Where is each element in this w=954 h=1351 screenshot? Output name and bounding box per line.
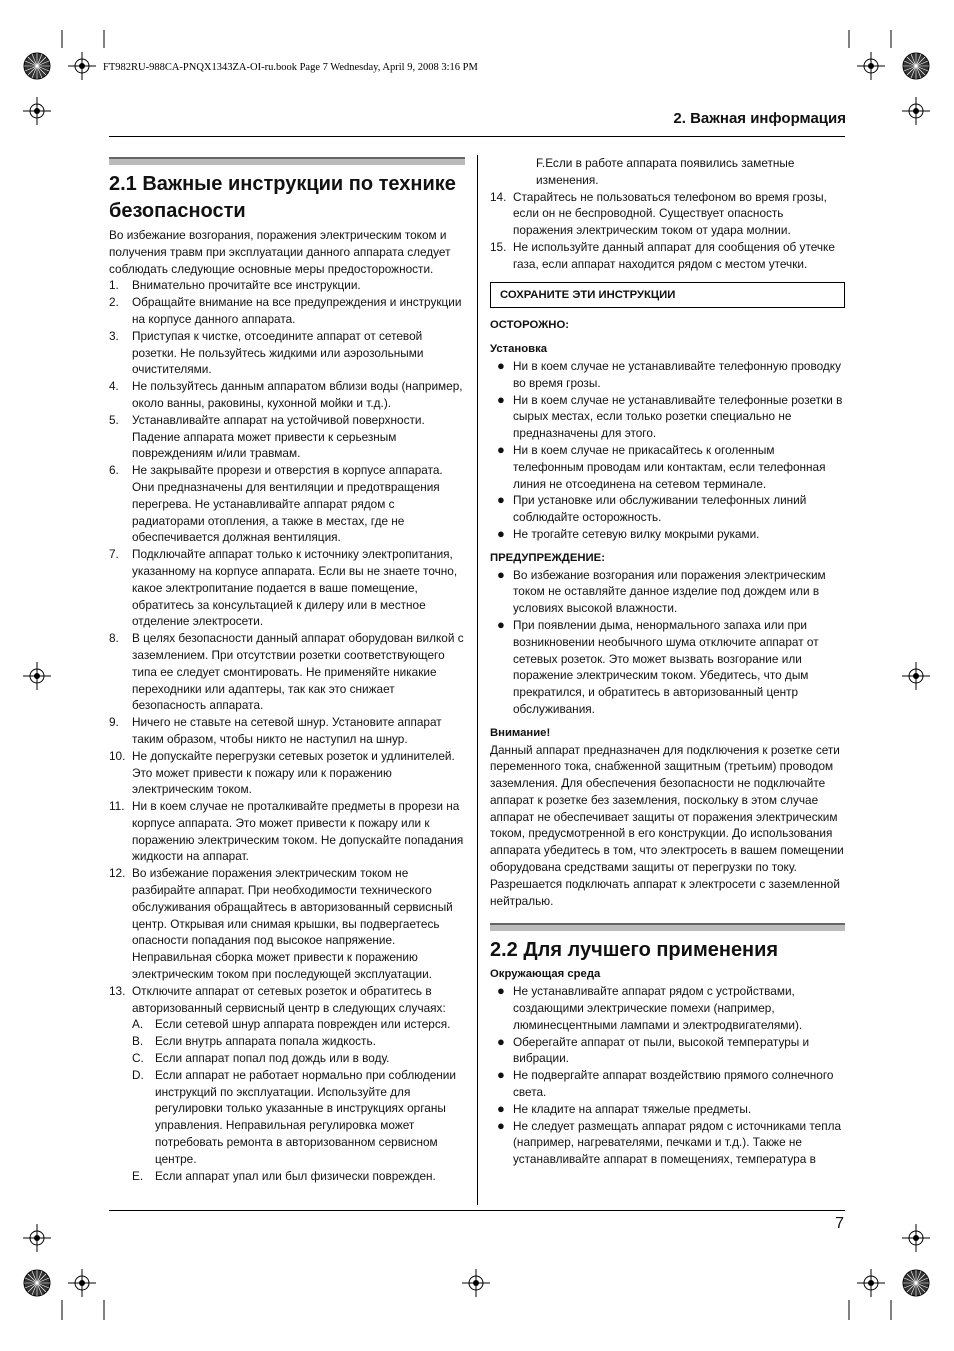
list-item: 10. Не допускайте перегрузки сетевых розеток и удлинителей. Это может привести к пожару или к поражению электрическим током.	[109, 748, 455, 797]
list-item: 14. Старайтесь не пользоваться телефоном во время грозы, если он не беспроводной. Существует опасность поражения электрическим током от удара молнии.	[490, 189, 827, 238]
list-item: 6. Не закрывайте прорези и отверстия в корпусе аппарата. Они предназначены для вентиляции и предотвращения перегрева. Не устанавливайте аппарат рядом с радиаторами отопления, а также в местах, где не обеспечивается должная вентиляция.	[109, 463, 443, 545]
environment-label: Окружающая среда	[490, 968, 601, 981]
list-item: 11. Ни в коем случае не проталкивайте предметы в прорези на корпусе аппарата. Это может привести к пожару или к поражению электрическим током. Не допускайте попадания жидкости на аппарат.	[109, 799, 464, 864]
warning-bullets	[490, 567, 845, 718]
heading-safety: 2.1 Важные инструкции по технике безопасности	[109, 173, 456, 222]
header-rule	[109, 136, 845, 137]
list-item: 12. Во избежание поражения электрическим током не разбирайте аппарат. При необходимости технического обслуживания обращайтесь в авторизованный сервисный центр. Открывая или снимая крышки, вы подвергаетесь опасности попадания под высокое напряжение. Неправильная сборка может привести к поражению электрическим током при последующей эксплуатации.	[109, 866, 453, 982]
sub-item: D. Если аппарат не работает нормально при соблюдении инструкций по эксплуатации. Используйте для регулировки только указанные в инструкциях органы управления. Неправильная регулировка может потребовать ремонта в авторизованном сервисном центре.	[132, 1067, 456, 1166]
list-item: 4. Не пользуйтесь данным аппаратом вблизи воды (например, около ванны, раковины, кухонной мойки и т.д.).	[109, 379, 463, 410]
heading-rule	[109, 157, 465, 165]
list-item: ● При появлении дыма, ненормального запаха или при возникновении необычного шума отключите аппарат от сетевых розеток. Это может вызвать возгорание или поражение электрическим током. Убедитесь, что дым прекратился, и обратитесь в авторизованный центр обслуживания.	[497, 616, 819, 716]
list-item: ● Не подвергайте аппарат воздействию прямого солнечного света.	[497, 1067, 834, 1100]
list-item: 5. Устанавливайте аппарат на устойчивой поверхности. Падение аппарата может привести к серьезным повреждениям и/или травмам.	[109, 412, 425, 461]
list-item: ● Ни в коем случае не прикасайтесь к оголенным телефонным проводам или контактам, если телефонная линия не отсоединена на сетевом терминале.	[497, 441, 826, 491]
list-item: 7. Подключайте аппарат только к источнику электропитания, указанному на корпусе аппарата. Если вы не знаете точно, какое электропитание подается в ваше помещение, обратитесь за консультацией к дилеру или в местное отделение электросети.	[109, 547, 458, 629]
environment-bullets	[490, 983, 845, 1168]
right-column	[490, 155, 845, 1168]
list-item: 2. Обращайте внимание на все предупреждения и инструкции на корпусе данного аппарата.	[109, 295, 462, 326]
section-title: 2. Важная информация	[673, 110, 846, 127]
list-item: ● Не следует размещать аппарат рядом с источниками тепла (например, нагревателями, печками и т.д.). Также не устанавливайте аппарат в помещениях, температура в	[497, 1117, 842, 1167]
list-item: 1. Внимательно прочитайте все инструкции.	[109, 278, 361, 293]
sub-list	[132, 1016, 465, 1184]
attention-text: Данный аппарат предназначен для подключения к розетке сети переменного тока, снабженной защитным (третьим) проводом заземления. Для обеспечения безопасности не подключайте аппарат к розетке без заземления, поскольку в этом случае аппарат не обеспечивает защиты от поражения электрическим током, предусмотренной в его конструкции. До использования аппарата убедитесь в том, что электросеть в вашем помещении оборудована средствами защиты от перегрузки по току.	[490, 742, 844, 875]
attention-label: Внимание!	[490, 726, 551, 739]
sub-item: B. Если внутрь аппарата попала жидкость.	[132, 1034, 376, 1049]
list-item: 8. В целях безопасности данный аппарат оборудован вилкой с заземлением. При отсутствии розетки соответствующего типа ее следует смонтировать. Не применяйте никакие переходники или адаптеры, так как это снижает безопасность аппарата.	[109, 631, 464, 713]
column-divider	[477, 155, 478, 1205]
warning-label: ПРЕДУПРЕЖДЕНИЕ:	[490, 551, 605, 564]
sub-item: A. Если сетевой шнур аппарата поврежден или истерся.	[132, 1017, 451, 1032]
caution-bullets	[490, 358, 845, 543]
heading-rule	[490, 923, 845, 931]
list-item: 15. Не используйте данный аппарат для сообщения об утечке газа, если аппарат находится рядом с местом утечки.	[490, 239, 835, 271]
list-item: ● Ни в коем случае не устанавливайте телефонные розетки в сырых местах, если только розетки специально не предназначены для этого.	[497, 391, 843, 441]
list-item: ● Ни в коем случае не устанавливайте телефонную проводку во время грозы.	[497, 357, 841, 390]
footer-rule	[109, 1210, 845, 1211]
intro-text: Во избежание возгорания, поражения электрическим током и получения травм при эксплуатации данного аппарата следует соблюдать следующие основные меры предосторожности.	[109, 228, 451, 276]
install-label: Установка	[490, 343, 548, 356]
list-item: ● При установке или обслуживании телефонных линий соблюдайте осторожность.	[497, 492, 807, 525]
list-item: ● Оберегайте аппарат от пыли, высокой температуры и вибрации.	[497, 1033, 810, 1066]
sub-item: F.Если в работе аппарата появились заметные изменения.	[536, 156, 795, 187]
safety-list-continued	[490, 189, 845, 273]
sub-list-continued	[513, 155, 845, 189]
sub-item: E. Если аппарат упал или был физически поврежден.	[132, 1168, 436, 1183]
heading-better-use: 2.2 Для лучшего применения	[490, 939, 779, 962]
sub-item: C. Если аппарат попал под дождь или в воду.	[132, 1051, 390, 1066]
safety-list	[109, 277, 465, 1184]
list-item: 3. Приступая к чистке, отсоедините аппарат от сетевой розетки. Не пользуйтесь жидкими или аэрозольными очистителями.	[109, 328, 424, 377]
list-item: 9. Ничего не ставьте на сетевой шнур. Установите аппарат таким образом, чтобы никто не наступил на шнур.	[109, 715, 442, 746]
list-item: ● Не трогайте сетевую вилку мокрыми руками.	[497, 525, 760, 541]
attention-text-2: Разрешается подключать аппарат к электросети с заземленной нейтралью.	[490, 876, 840, 908]
save-instructions-box: СОХРАНИТЕ ЭТИ ИНСТРУКЦИИ	[490, 282, 845, 309]
print-header: FT982RU-988CA-PNQX1343ZA-OI-ru.book Page 7 Wednesday, April 9, 2008 3:16 PM	[103, 62, 478, 73]
page-number: 7	[835, 1215, 844, 1232]
list-item: 13. Отключите аппарат от сетевых розеток и обратитесь в авторизованный сервисный центр в следующих случаях: A. Если сетевой шнур аппарата поврежден или истерся. B. Если внутрь аппарата попала жидкость. C. Если аппарат попал под дождь или в воду. D. Если аппарат не работает нормально при соблюдении инструкций по эксплуатации. Используйте для регулировки только указанные в инструкциях органы управления. Неправильная регулировка может потребовать ремонта в авторизованном сервисном центре. E. Если аппарат упал или был физически поврежден.	[109, 983, 465, 1185]
list-item: ● Не устанавливайте аппарат рядом с устройствами, создающими электрические помехи (например, люминесцентными лампами и электродвигателями).	[497, 983, 803, 1032]
list-item: ● Не кладите на аппарат тяжелые предметы.	[497, 1100, 752, 1116]
caution-label: ОСТОРОЖНО:	[490, 319, 570, 332]
left-column	[109, 157, 465, 1184]
list-item: ● Во избежание возгорания или поражения электрическим током не оставляйте данное изделие под дождем или в условиях высокой влажности.	[497, 566, 826, 616]
